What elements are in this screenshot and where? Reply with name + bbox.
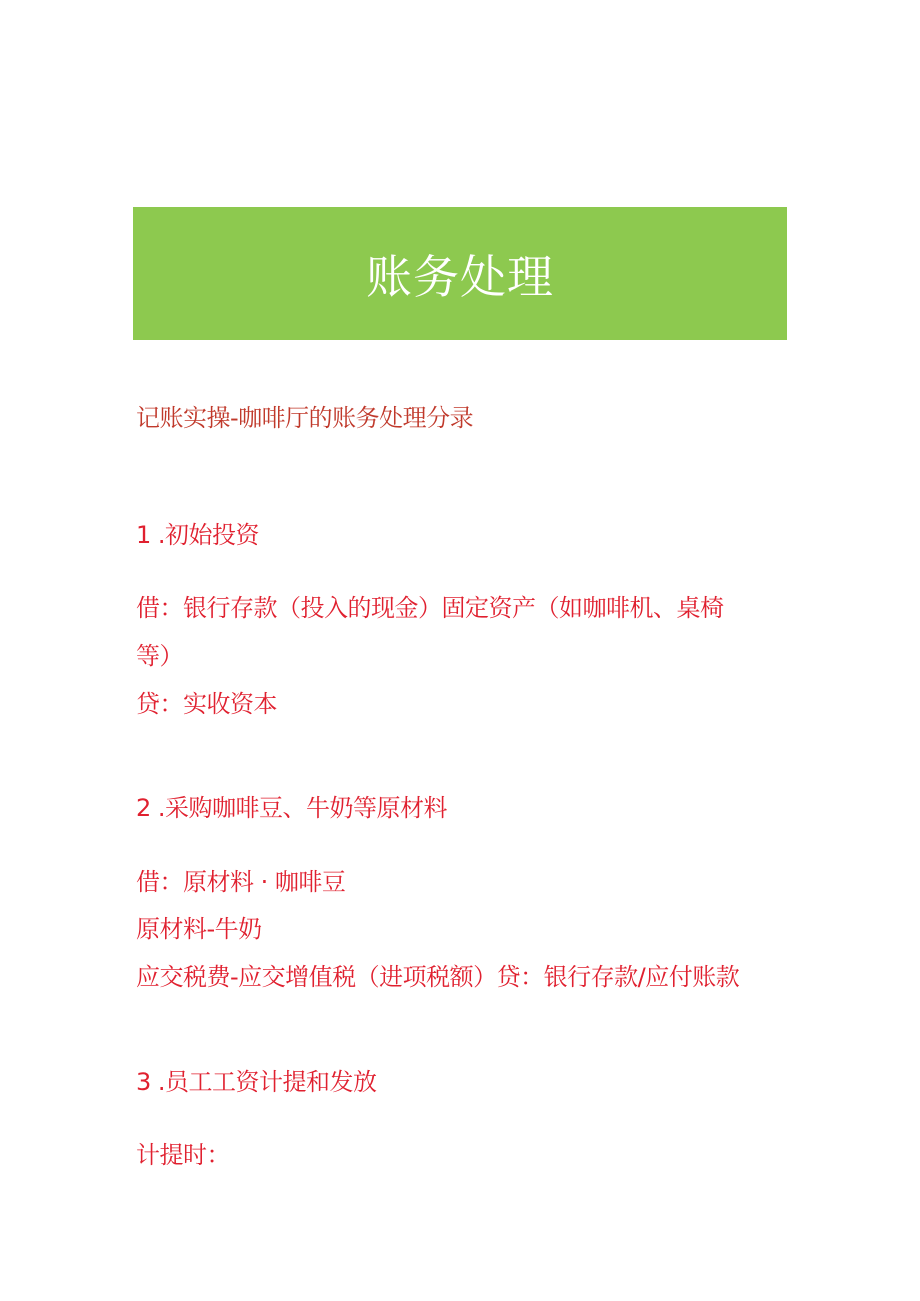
entry-line: 等） [136,642,183,670]
entry-line: 借：原材料 · 咖啡豆 [136,868,346,896]
entry-line: 应交税费-应交增值税（进项税额）贷：银行存款/应付账款 [136,963,740,991]
section-heading: 1 .初始投资 [136,521,260,549]
section-heading: 3 .员工工资计提和发放 [136,1068,377,1096]
entry-line: 原材料-牛奶 [136,915,262,943]
title-banner [133,207,787,340]
banner-title: 账务处理 [366,249,554,304]
section-heading: 2 .采购咖啡豆、牛奶等原材料 [136,794,448,822]
entry-line: 借：银行存款（投入的现金）固定资产（如咖啡机、桌椅 [136,594,724,622]
document-subtitle: 记账实操-咖啡厅的账务处理分录 [136,404,474,432]
entry-line: 贷：实收资本 [136,690,277,718]
entry-line: 计提时： [136,1141,230,1169]
